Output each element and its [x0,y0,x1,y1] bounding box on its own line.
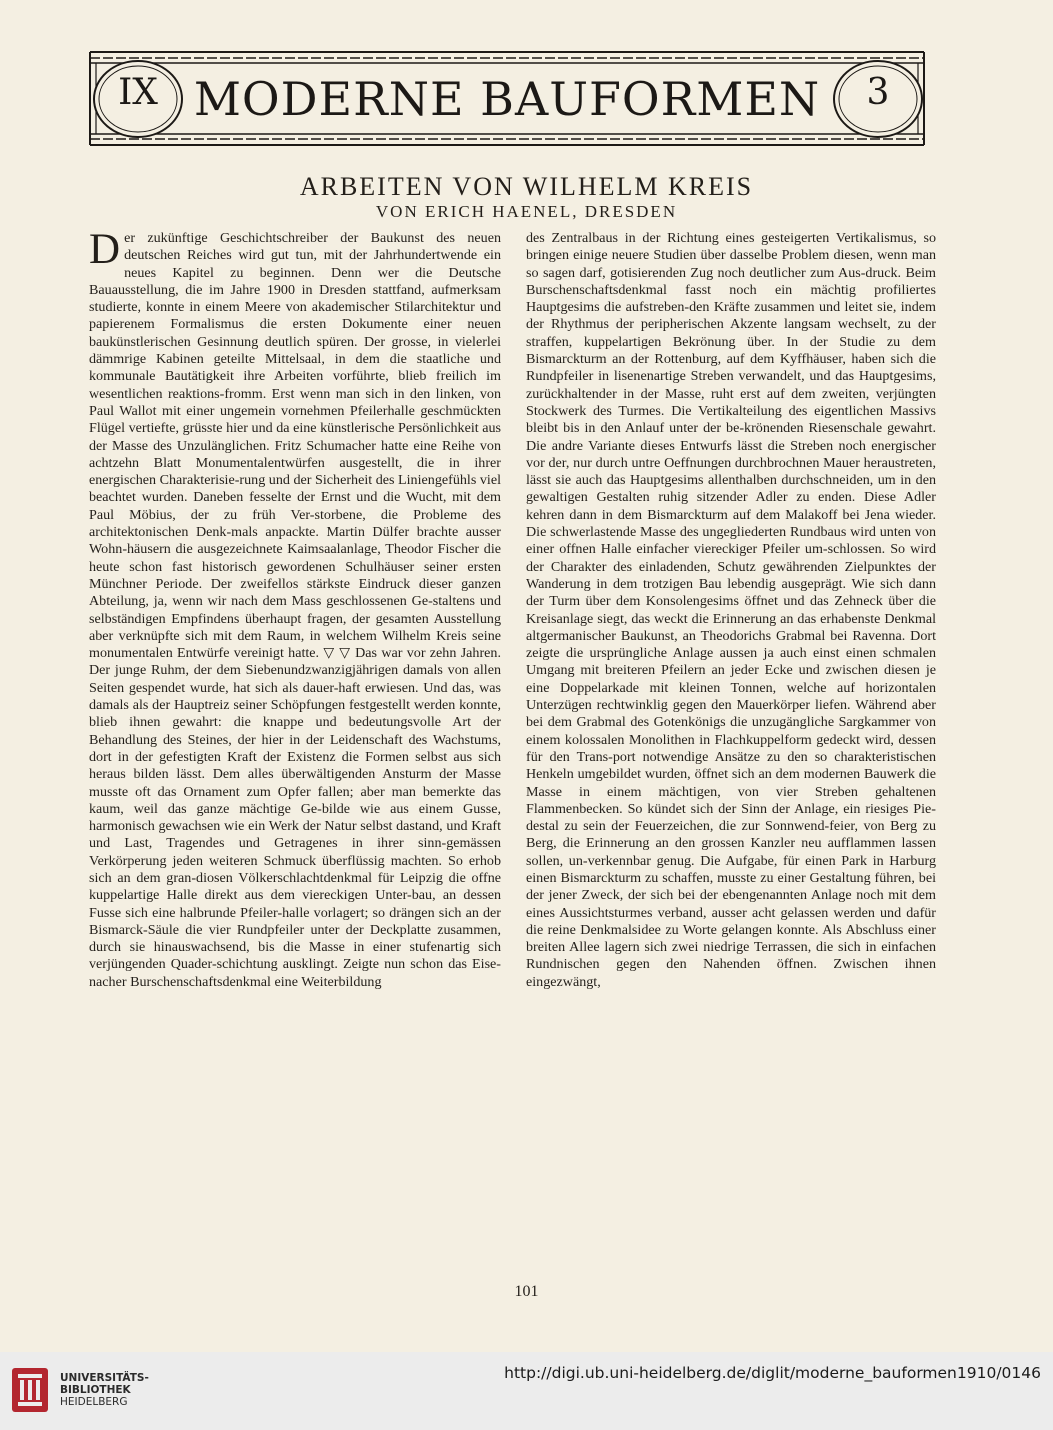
article-author: VON ERICH HAENEL, DRESDEN [375,202,678,221]
journal-header [86,44,928,156]
library-name [60,1372,149,1408]
article-title: ARBEITEN VON WILHELM KREIS [299,172,754,201]
text-column-right [526,230,936,991]
source-url-link[interactable]: http://digi.ub.uni-heidelberg.de/diglit/moderne_bauformen1910/0146 [504,1364,1041,1382]
volume-number: IX [118,72,158,113]
page-number: 101 [514,1283,539,1300]
text-column-left [89,226,501,991]
library-name-line3: HEIDELBERG [60,1396,128,1408]
issue-number: 3 [866,72,890,113]
article-paragraph-left [89,226,501,991]
library-name-line1: UNIVERSITÄTS- [60,1372,149,1384]
drop-cap: D [89,226,121,273]
right-column-text: des Zentralbaus in der Richtung eines gesteigerten Vertikalismus, so bringen einige neuere Studien über dasselbe Problem diesen, wenn man so sagen darf, gotisierenden Zug noch deutlicher zum Aus-druck. Beim Burschenschaftsdenkmal fasst noch ein mächtig profiliertes Hauptgesims die aufstreben-den Kräfte zusammen und leitet sie, indem der Rhythmus der peripherischen Akzente langsam wechselt, zu der straffen, kuppelartigen Bekrönung über. In der Studie zu dem Bismarckturm an der Rottenburg, auf dem Kyffhäuser, haben sich die Rundpfeiler in lisenenartige Streben verwandelt, und das Hauptgesims, zurückhaltender in der Masse, ruht erst auf dem zweiten, verjüngten Stockwerk des Turmes. Die Vertikalteilung des eigentlichen Massivs bleibt bis in den Anlauf unter der be-krönenden Riesenschale gewahrt. Die andre Variante dieses Entwurfs lässt die Streben noch energischer vor der, nur durch untre Oeffnungen durchbrochnen Mauer heraustreten, lässt sie auch das Hauptgesims allenthalben durchschneiden, um in den gewaltigen Gestalten ruhig sitzender Adler zu enden. Diese Adler kehren dann in dem Bismarckturm auf dem Malakoff bei Jena wieder. Die schwerlastende Masse des ungegliederten Rundbaus wird unten von einer offnen Halle einfacher viereckiger Pfeiler um-schlossen. So wird der Charakter des einladenden, Schutz gewährenden Zielpunktes der Wanderung in dem trotzigen Bau lebendig ausgeprägt. Wie sich dann der Turm über dem Konsolengesims öffnet und das Zehneck über die Kreisanlage siegt, das weckt die Erinnerung an das erhabenste Denkmal altgermanischer Baukunst, an Theodorichs Grabmal bei Ravenna. Dort zeigte die ursprüngliche Anlage aussen ja auch einst einen schmalen Umgang mit breiteren Pfeilern an jeder Ecke und zwischen diesen je eine Doppelarkade mit kleinen Tonnen, welche auf horizontalen Unterzügen rechtwinklig gegen den Mauerkörper liefen. Während aber bei dem Grabmal des Gotenkönigs die unzugängliche Sargkammer von einem kolossalen Monolithen in Flachkuppelform gedeckt wird, dessen für den Trans-port notwendige Ansätze zu den so charakteristischen Henkeln umgebildet wurden, öffnet sich an dem modernen Bauwerk die Masse in einem mächtigen, von vier Streben gehaltenen Flammenbecken. So kündet sich der Sinn der Anlage, ein riesiges Pie-destal zu sein der Feuerzeichen, die zur Sonnwend-feier, von Berg zu Berg, die Erinnerung an den grossen Kanzler neu aufflammen lassen sollen, un-verkennbar genug. Die Aufgabe, für einen Park in Harburg einen Bismarckturm zu schaffen, musste zu einer Gestaltung führen, bei der jener Zweck, der sich bei der ebengenannten Anlage noch mit dem eines Aussichtsturmes verband, ausser acht gelassen werden und dafür die reine Denkmalsidee zu Worte gelangen konnte. Als Abschluss einer breiten Allee lagern sich zwei niedrige Terrassen, die sich in einfachen Rundnischen gegen den Nahenden öffnen. Zwischen ihnen eingezwängt, [526,230,936,990]
university-seal-icon [10,1366,50,1414]
library-name-line2: BIBLIOTHEK [60,1384,131,1396]
digital-library-footer [0,1352,1053,1430]
left-column-text: er zukünftige Geschichtschreiber der Baukunst des neuen deutschen Reiches wird gut tun, mit der Jahrhundertwende ein neues Kapitel zu beginnen. Denn wer die Deutsche Bauausstellung, die im Jahre 1900 in Dresden stattfand, aufmerksam studierte, konnte in einem Meere von akademischer Stilarchitektur und papierenem Formalismus die ersten Dokumente einer neuen baukünstlerischen Gesinnung deutlich spüren. Der grosse, in vielerlei dämmrige Kabinen geteilte Mittelsaal, in dem die staatliche und kommunale Bautätigkeit ihre Arbeiten vorführte, blieb freilich im wesentlichen reaktions-fromm. Erst wenn man sich in den linken, von Paul Wallot mit einer ungemein vornehmen Pfeilerhalle geschmückten Flügel vertiefte, grüsste hier und da eine künstlerische Persönlichkeit aus der Masse des Unzulänglichen. Fritz Schumacher hatte eine Reihe von achtzehn Blatt Monumentalentwürfen ausgestellt, die in ihrer energischen Charakterisie-rung und der Sicherheit des Liniengefühls viel beachtet wurden. Daneben fesselte der Ernst und die Wucht, mit dem Paul Möbius, der zu früh Ver-storbene, die Probleme des architektonischen Denk-mals anpackte. Martin Dülfer brachte ausser Wohn-häusern die ausgezeichnete Kaimsaalanlage, Theodor Fischer die heute schon fast historisch gewordenen Schulhäuser seiner ersten Münchner Periode. Der zweifellos stärkste Eindruck dieser ganzen Abteilung, ja, wenn wir nach dem Mass geschlossenen Ge-staltens und selbständigen Empfindens überhaupt fragen, der gesamten Ausstellung aber verknüpfte sich mit dem Raum, in welchem Wilhelm Kreis seine monumentalen Entwürfe vereinigt hatte. ▽ ▽ Das war vor zehn Jahren. Der junge Ruhm, der dem Siebenundzwanzigjährigen damals von allen Seiten gespendet wurde, hat sich als dauer-haft erwiesen. Und das, was damals als der Hauptreiz seiner Schöpfungen festgestellt werden konnte, blieb ihnen gewahrt: die knappe und bedeutungsvolle Art der Behandlung des Steines, der hier in der Leidenschaft des Wachstums, dort in der gefestigten Kraft der Existenz die Formen selbst aus sich heraus bilden lässt. Dem alles überwältigenden Ansturm der Masse musste oft das Ornament zum Opfer fallen; aber man bemerkte das kaum, weil das ganze mächtige Ge-bilde wie aus einem Gusse, harmonisch gewachsen wie ein Werk der Natur selbst dastand, und Kraft und Last, Tragendes und Getragenes in ihrer sinn-gemässen Verkörperung jeden weiteren Schmuck überflüssig machten. So erhob sich an dem gran-diosen Völkerschlachtdenkmal für Leipzig die offne kuppelartige Halle direkt aus dem viereckigen Unter-bau, an dessen Fusse sich eine halbrunde Pfeiler-halle vorlagert; so drängen sich an der Bismarck-Säule die vier Rundpfeiler unter der Deckplatte zusammen, durch sie hinauswachsend, bis die Masse in einer stufenartig sich verjüngenden Quader-schichtung ausklingt. Zeigte nun schon das Eise-nacher Burschenschaftsdenkmal eine Weiterbildung [89,230,501,990]
library-logo[interactable] [10,1362,210,1418]
journal-title: MODERNE BAUFORMEN [193,72,821,126]
